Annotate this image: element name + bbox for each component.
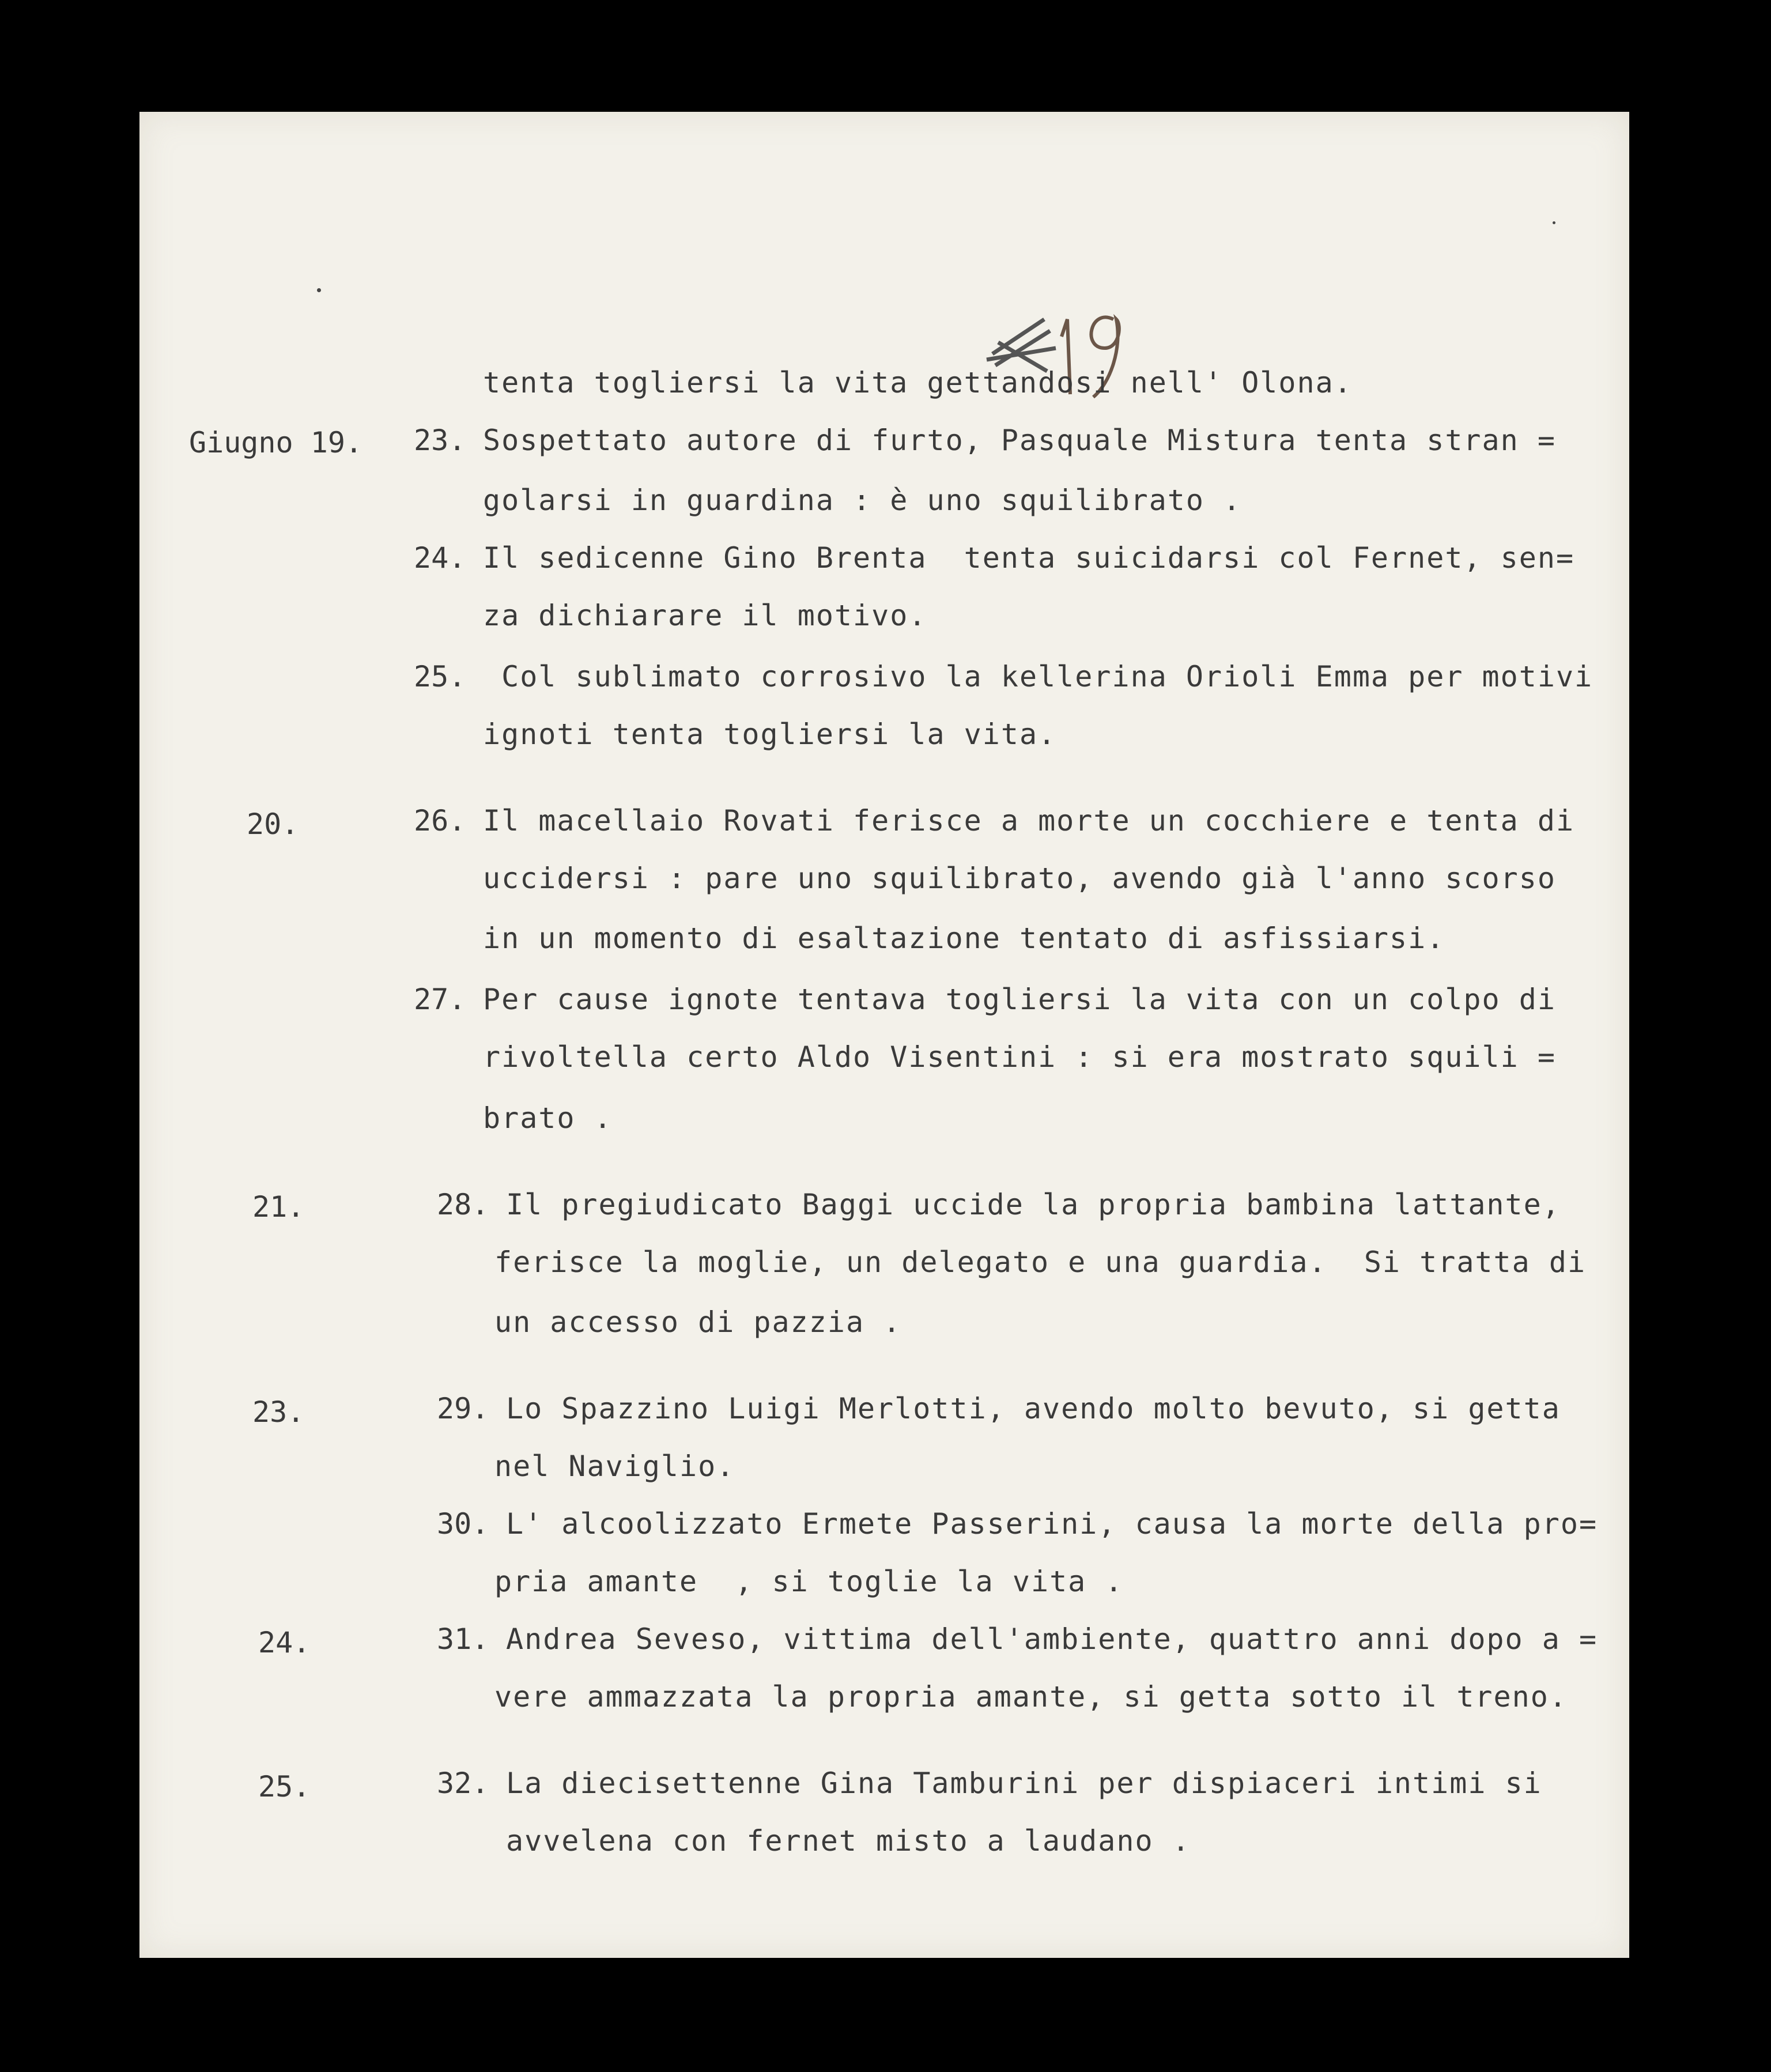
entry-date: 23. (252, 1395, 305, 1429)
entry-number: 24. (414, 541, 466, 575)
entry-line: Il pregiudicato Baggi uccide la propria bambina lattante, (506, 1188, 1561, 1221)
entry-number: 25. (414, 660, 466, 693)
entry-line: brato . (483, 1101, 613, 1135)
entry-line: ferisce la moglie, un delegato e una guardia. Si tratta di (494, 1246, 1587, 1279)
entry-line: golarsi in guardina : è uno squilibrato . (483, 484, 1242, 517)
entry-number: 29. (437, 1392, 489, 1425)
entry-number: 30. (437, 1507, 489, 1541)
entry-line: avvelena con fernet misto a laudano . (506, 1824, 1191, 1858)
entry-line: La diecisettenne Gina Tamburini per dispiaceri intimi si (506, 1767, 1542, 1800)
entry-number: 26. (414, 804, 466, 837)
entry-number: 31. (437, 1622, 489, 1656)
entry-date: 25. (258, 1770, 311, 1803)
entry-line: uccidersi : pare uno squilibrato, avendo già l'anno scorso (483, 862, 1556, 895)
entry-line: Col sublimato corrosivo la kellerina Orioli Emma per motivi (483, 660, 1593, 693)
entry-line: ignoti tenta togliersi la vita. (483, 718, 1057, 751)
entry-line: tenta togliersi la vita gettandosi nell' Olona. (483, 366, 1353, 399)
entry-line: Andrea Seveso, vittima dell'ambiente, quattro anni dopo a = (506, 1622, 1598, 1656)
entry-line: L' alcoolizzato Ermete Passerini, causa la morte della pro= (506, 1507, 1598, 1541)
entry-number: 32. (437, 1767, 489, 1800)
entry-line: za dichiarare il motivo. (483, 599, 927, 632)
entry-date: 21. (252, 1190, 305, 1224)
entry-line: Il macellaio Rovati ferisce a morte un cocchiere e tenta di (483, 804, 1575, 837)
document-page (139, 112, 1629, 1958)
entry-date: 24. (258, 1626, 311, 1659)
entry-number: 27. (414, 983, 466, 1016)
entry-line: pria amante , si toglie la vita . (494, 1565, 1124, 1598)
entry-line: un accesso di pazzia . (494, 1305, 902, 1339)
entry-line: Per cause ignote tentava togliersi la vita con un colpo di (483, 983, 1556, 1016)
entry-line: rivoltella certo Aldo Visentini : si era mostrato squili = (483, 1040, 1556, 1074)
entry-line: Il sedicenne Gino Brenta tenta suicidarsi col Fernet, sen= (483, 541, 1575, 575)
entry-line: Sospettato autore di furto, Pasquale Mistura tenta stran = (483, 424, 1556, 457)
entry-line: nel Naviglio. (494, 1450, 735, 1483)
entry-date: 20. (247, 807, 299, 841)
ink-speck (1553, 221, 1555, 224)
entry-date: Giugno 19. (189, 426, 363, 459)
entry-line: in un momento di esaltazione tentato di asfissiarsi. (483, 922, 1445, 955)
entry-number: 28. (437, 1188, 489, 1221)
entry-line: Lo Spazzino Luigi Merlotti, avendo molto bevuto, si getta (506, 1392, 1561, 1425)
entry-line: vere ammazzata la propria amante, si getta sotto il treno. (494, 1680, 1568, 1714)
entry-number: 23. (414, 424, 466, 457)
ink-speck (317, 288, 321, 292)
